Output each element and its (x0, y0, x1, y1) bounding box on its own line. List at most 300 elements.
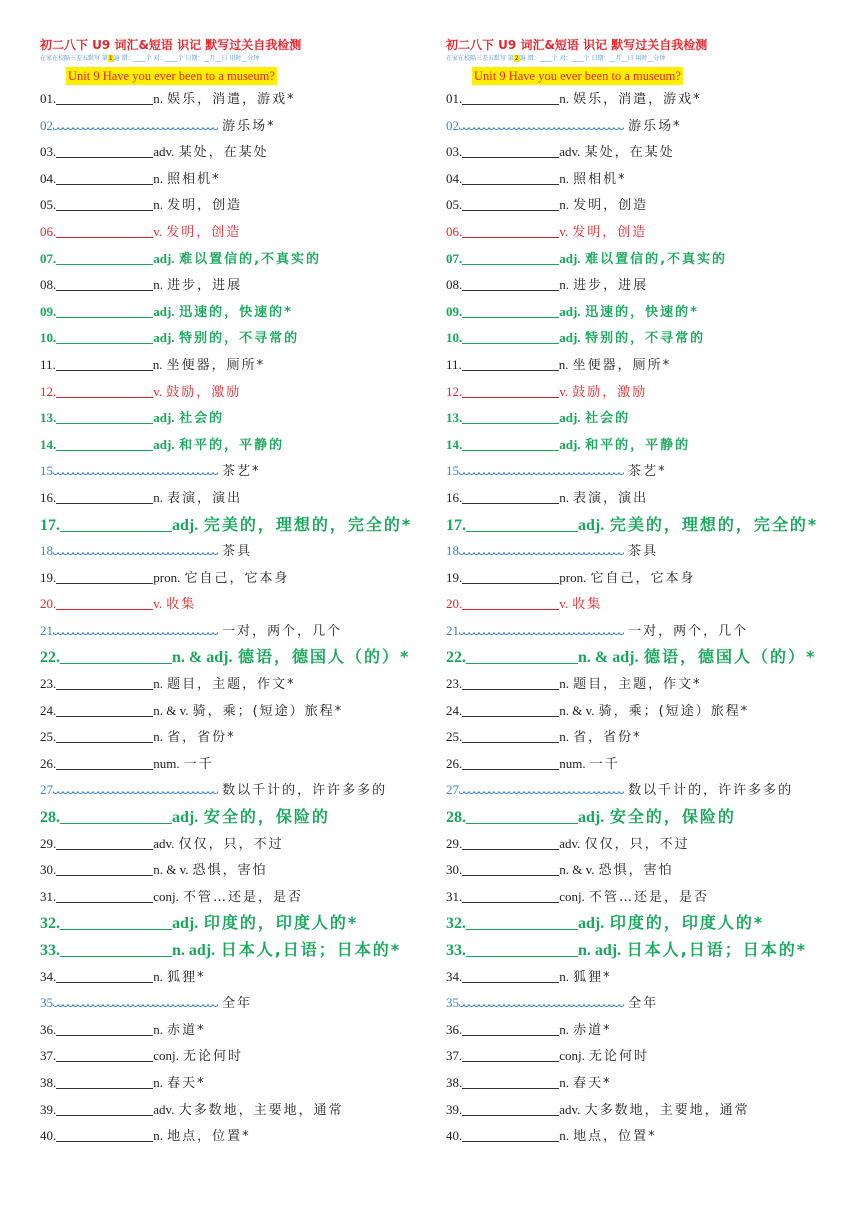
answer-blank[interactable] (56, 727, 153, 743)
item-number: 02 (446, 117, 459, 133)
item-number: 15 (446, 463, 459, 479)
item-number: 34. (446, 968, 463, 984)
part-of-speech: adj. (153, 330, 175, 346)
vocab-row (40, 113, 440, 140)
answer-blank[interactable] (56, 382, 153, 398)
answer-blank[interactable] (60, 941, 172, 957)
item-number: 33. (40, 942, 60, 959)
answer-blank[interactable] (56, 302, 153, 318)
vocab-row (446, 751, 846, 778)
vocab-row (40, 512, 440, 539)
meaning: 发明，创造 (167, 198, 243, 214)
answer-blank[interactable] (462, 754, 559, 770)
meaning: 印度的，印度人的* (609, 913, 765, 933)
meaning: 某处，在某处 (584, 145, 675, 161)
vocab-row (40, 937, 440, 964)
vocab-row (40, 884, 440, 911)
part-of-speech: adv. (153, 835, 175, 851)
part-of-speech: n. adj. (578, 942, 622, 959)
part-of-speech: adj. (559, 303, 581, 319)
part-of-speech: n. (153, 1021, 163, 1037)
answer-blank[interactable] (462, 568, 559, 584)
vocab-row (446, 1017, 846, 1044)
item-number: 02 (40, 117, 53, 133)
vocab-row (40, 379, 440, 406)
answer-blank[interactable] (466, 808, 578, 824)
vocab-row (446, 192, 846, 219)
meaning: 一对，两个，几个 (222, 623, 343, 639)
item-number: 26. (446, 755, 463, 771)
part-of-speech: n. (153, 729, 163, 745)
answer-blank[interactable] (56, 142, 153, 158)
answer-blank[interactable] (462, 302, 559, 318)
part-of-speech: n. (559, 729, 569, 745)
answer-blank[interactable] (462, 1020, 559, 1036)
meaning: 不管…还是，是否 (183, 889, 304, 905)
meaning: 仅仅，只，不过 (178, 836, 284, 852)
answer-blank[interactable] (56, 1020, 153, 1036)
answer-blank[interactable] (56, 1126, 153, 1142)
vocab-row (40, 272, 440, 299)
item-number: 33. (446, 942, 466, 959)
item-number: 27 (40, 782, 53, 798)
vocab-row (40, 299, 440, 326)
part-of-speech: n. (153, 1128, 163, 1144)
part-of-speech: conj. (153, 1048, 179, 1064)
vocab-row (446, 884, 846, 911)
part-of-speech: adj. (172, 915, 199, 933)
part-of-speech: n. & v. (153, 702, 189, 718)
meaning: 鼓励，激励 (572, 384, 648, 400)
meaning: 照相机* (167, 171, 221, 187)
part-of-speech: adj. (153, 436, 175, 452)
vocab-row (40, 831, 440, 858)
item-number: 24. (446, 702, 463, 718)
part-of-speech: adv. (153, 144, 175, 160)
vocab-row (40, 166, 440, 193)
meaning: 题目，主题，作文* (167, 677, 296, 693)
meaning: 仅仅，只，不过 (584, 836, 690, 852)
meaning: 数以千计的，许许多多的 (628, 783, 794, 799)
answer-blank[interactable] (462, 169, 559, 185)
item-number: 16. (40, 489, 57, 505)
meaning: 日本人,日语；日本的* (626, 940, 808, 959)
item-number: 23. (446, 676, 463, 692)
answer-blank[interactable] (462, 1126, 559, 1142)
vocab-row (40, 192, 440, 219)
meaning: 发明，创造 (573, 198, 649, 214)
meaning: 狐狸* (167, 969, 206, 985)
part-of-speech: v. (153, 383, 163, 399)
vocab-row (446, 86, 846, 113)
part-of-speech: n. (559, 197, 569, 213)
part-of-speech: num. (559, 755, 586, 771)
part-of-speech: adv. (153, 1101, 175, 1117)
meaning: 数以千计的，许许多多的 (222, 783, 388, 799)
vocab-row (40, 857, 440, 884)
vocab-row (446, 1123, 846, 1150)
answer-blank[interactable] (56, 195, 153, 211)
answer-blank[interactable] (459, 1002, 624, 1010)
meaning: 发明，创造 (166, 224, 242, 240)
answer-blank[interactable] (56, 967, 153, 983)
part-of-speech: n. (153, 170, 163, 186)
meaning: 收集 (166, 597, 197, 613)
meaning: 鼓励，激励 (166, 384, 242, 400)
answer-blank[interactable] (56, 568, 153, 584)
item-number: 32. (40, 915, 60, 933)
vocab-row (446, 538, 846, 565)
meaning: 照相机* (573, 171, 627, 187)
part-of-speech: adj. (559, 410, 581, 426)
vocab-row (446, 804, 846, 831)
meaning: 安全的，保险的 (203, 807, 330, 827)
item-number: 24. (40, 702, 57, 718)
answer-blank[interactable] (466, 648, 578, 664)
answer-blank[interactable] (60, 648, 172, 664)
answer-blank[interactable] (53, 550, 218, 558)
pass-number: 1 (108, 55, 113, 62)
item-number: 35 (446, 995, 459, 1011)
meaning: 娱乐，消遣，游戏* (573, 92, 702, 107)
part-of-speech: v. (559, 383, 569, 399)
item-number: 34. (40, 968, 57, 984)
meaning: 日本人,日语；日本的* (220, 940, 402, 959)
vocab-row (40, 804, 440, 831)
item-number: 11. (40, 356, 56, 372)
vocab-row (446, 485, 846, 512)
answer-blank[interactable] (56, 435, 153, 451)
worksheet-subtitle: 在家在校隔三差五默写 第2遍 错：____个 对：____个 日期：__月__日 用时__分钟 (446, 55, 666, 62)
vocab-row (40, 618, 440, 645)
vocab-row (446, 591, 846, 618)
vocab-row (40, 405, 440, 432)
part-of-speech: adj. (559, 250, 581, 266)
vocab-row (40, 910, 440, 937)
vocab-row (446, 325, 846, 352)
meaning: 全年 (628, 996, 659, 1012)
answer-blank[interactable] (462, 382, 559, 398)
answer-blank[interactable] (56, 1100, 153, 1116)
part-of-speech: adv. (559, 835, 581, 851)
answer-blank[interactable] (53, 789, 218, 797)
answer-blank[interactable] (462, 1046, 559, 1062)
worksheet-left (40, 36, 440, 1150)
item-number: 17. (40, 516, 60, 534)
meaning: 德语，德国人（的）* (238, 647, 411, 667)
vocab-row (40, 1070, 440, 1097)
item-number: 25. (40, 729, 57, 745)
vocab-row (446, 910, 846, 937)
item-number: 36. (40, 1021, 57, 1037)
vocab-row (40, 325, 440, 352)
answer-blank[interactable] (462, 834, 559, 850)
vocab-row (446, 724, 846, 751)
answer-blank[interactable] (56, 408, 153, 424)
meaning: 社会的 (179, 411, 225, 427)
answer-blank[interactable] (462, 435, 559, 451)
answer-blank[interactable] (462, 328, 559, 344)
part-of-speech: pron. (559, 569, 587, 585)
item-number: 13. (40, 410, 57, 426)
meaning: 完美的，理想的，完全的* (609, 514, 819, 534)
answer-blank[interactable] (56, 860, 153, 876)
vocab-row (446, 937, 846, 964)
part-of-speech: adj. (153, 250, 175, 266)
part-of-speech: n. & v. (153, 862, 189, 878)
meaning: 赤道* (167, 1022, 206, 1038)
answer-blank[interactable] (462, 249, 559, 265)
meaning: 全年 (222, 996, 253, 1012)
item-number: 30. (40, 862, 57, 878)
part-of-speech: n. & adj. (578, 649, 639, 667)
answer-blank[interactable] (462, 142, 559, 158)
answer-blank[interactable] (56, 488, 153, 504)
item-number: 39. (40, 1101, 57, 1117)
part-of-speech: n. (153, 489, 163, 505)
meaning: 和平的，平静的 (179, 437, 285, 453)
part-of-speech: adj. (172, 516, 199, 534)
answer-blank[interactable] (462, 355, 559, 371)
part-of-speech: n. (559, 968, 569, 984)
item-number: 35 (40, 995, 53, 1011)
part-of-speech: n. (559, 676, 569, 692)
vocab-row (446, 139, 846, 166)
meaning: 安全的，保险的 (609, 807, 736, 827)
meaning: 赤道* (573, 1022, 612, 1038)
answer-blank[interactable] (462, 701, 559, 717)
part-of-speech: n. (559, 1128, 569, 1144)
unit-heading: Unit 9 Have you ever been to a museum? (474, 69, 681, 83)
item-number: 14. (446, 436, 463, 452)
answer-blank[interactable] (56, 701, 153, 717)
part-of-speech: n. (559, 1021, 569, 1037)
item-number: 26. (40, 755, 57, 771)
meaning: 一对，两个，几个 (628, 623, 749, 639)
answer-blank[interactable] (56, 834, 153, 850)
vocab-row (40, 751, 440, 778)
item-number: 11. (446, 356, 462, 372)
item-number: 10. (40, 330, 57, 346)
part-of-speech: num. (153, 755, 180, 771)
vocab-row (446, 113, 846, 140)
vocab-row (40, 591, 440, 618)
answer-blank[interactable] (53, 1002, 218, 1010)
meaning: 印度的，印度人的* (203, 913, 359, 933)
part-of-speech: adv. (559, 144, 581, 160)
part-of-speech: adj. (153, 410, 175, 426)
pass-number: 2 (514, 55, 519, 62)
answer-blank[interactable] (56, 355, 153, 371)
answer-blank[interactable] (462, 967, 559, 983)
item-number: 29. (40, 835, 57, 851)
answer-blank[interactable] (466, 516, 578, 532)
item-number: 08. (446, 277, 463, 293)
meaning: 社会的 (585, 411, 631, 427)
vocab-row (446, 618, 846, 645)
item-number: 38. (40, 1074, 57, 1090)
answer-blank[interactable] (462, 1073, 559, 1089)
meaning: 游乐场* (628, 118, 682, 134)
item-number: 05. (40, 197, 57, 213)
answer-blank[interactable] (60, 914, 172, 930)
item-number: 14. (40, 436, 57, 452)
answer-blank[interactable] (459, 630, 624, 638)
vocab-row (40, 698, 440, 725)
item-number: 32. (446, 915, 466, 933)
answer-blank[interactable] (56, 89, 153, 105)
item-number: 03. (40, 144, 57, 160)
answer-blank[interactable] (56, 674, 153, 690)
vocab-row (40, 644, 440, 671)
meaning: 迅速的，快速的* (179, 304, 293, 320)
answer-blank[interactable] (56, 887, 153, 903)
vocab-row (40, 352, 440, 379)
item-number: 15 (40, 463, 53, 479)
vocab-row (40, 1043, 440, 1070)
part-of-speech: n. (559, 489, 569, 505)
meaning: 特别的，不寻常的 (179, 331, 300, 347)
vocab-row (40, 671, 440, 698)
item-number: 04. (446, 170, 463, 186)
vocab-row (446, 831, 846, 858)
answer-blank[interactable] (462, 275, 559, 291)
item-number: 06. (40, 223, 57, 239)
item-number: 16. (446, 489, 463, 505)
part-of-speech: adj. (559, 330, 581, 346)
part-of-speech: adj. (559, 436, 581, 452)
part-of-speech: n. (153, 968, 163, 984)
answer-blank[interactable] (466, 941, 578, 957)
part-of-speech: n. (559, 170, 569, 186)
answer-blank[interactable] (462, 195, 559, 211)
meaning: 进步，进展 (573, 278, 649, 294)
item-number: 07. (40, 250, 57, 266)
item-number: 30. (446, 862, 463, 878)
answer-blank[interactable] (466, 914, 578, 930)
part-of-speech: n. (153, 91, 163, 106)
item-number: 20. (446, 596, 463, 612)
part-of-speech: n. & adj. (172, 649, 233, 667)
item-number: 31. (446, 888, 463, 904)
answer-blank[interactable] (60, 808, 172, 824)
part-of-speech: conj. (559, 1048, 585, 1064)
part-of-speech: n. (559, 1074, 569, 1090)
part-of-speech: adj. (578, 809, 605, 827)
answer-blank[interactable] (56, 275, 153, 291)
answer-blank[interactable] (56, 249, 153, 265)
part-of-speech: adj. (153, 303, 175, 319)
meaning: 省，省份* (573, 730, 642, 746)
vocab-row (40, 777, 440, 804)
answer-blank[interactable] (53, 630, 218, 638)
meaning: 难以置信的,不真实的 (585, 251, 728, 267)
item-number: 06. (446, 223, 463, 239)
item-number: 28. (446, 809, 466, 827)
answer-blank[interactable] (459, 550, 624, 558)
part-of-speech: n. (153, 1074, 163, 1090)
answer-blank[interactable] (60, 516, 172, 532)
answer-blank[interactable] (53, 125, 218, 133)
part-of-speech: n. (559, 91, 569, 106)
answer-blank[interactable] (462, 89, 559, 105)
vocab-row (446, 219, 846, 246)
meaning: 茶具 (628, 544, 659, 560)
vocab-row (40, 246, 440, 273)
answer-blank[interactable] (462, 222, 559, 238)
part-of-speech: n. (153, 676, 163, 692)
answer-blank[interactable] (56, 328, 153, 344)
vocab-row (446, 964, 846, 991)
answer-blank[interactable] (56, 222, 153, 238)
answer-blank[interactable] (56, 169, 153, 185)
item-number: 09. (446, 303, 463, 319)
answer-blank[interactable] (462, 488, 559, 504)
meaning: 它自己，它本身 (184, 570, 290, 586)
answer-blank[interactable] (459, 789, 624, 797)
part-of-speech: v. (559, 223, 569, 239)
meaning: 茶具 (222, 544, 253, 560)
meaning: 发明，创造 (572, 224, 648, 240)
part-of-speech: n. (559, 277, 569, 293)
answer-blank[interactable] (462, 674, 559, 690)
answer-blank[interactable] (56, 1046, 153, 1062)
part-of-speech: n. (152, 356, 163, 372)
meaning: 恐惧，害怕 (192, 863, 268, 879)
meaning: 某处，在某处 (178, 145, 269, 161)
answer-blank[interactable] (459, 125, 624, 133)
vocab-row (446, 166, 846, 193)
item-number: 22. (446, 649, 466, 667)
answer-blank[interactable] (462, 594, 559, 610)
answer-blank[interactable] (56, 594, 153, 610)
unit-heading: Unit 9 Have you ever been to a museum? (68, 69, 275, 83)
answer-blank[interactable] (462, 1100, 559, 1116)
meaning: 狐狸* (573, 969, 612, 985)
meaning: 它自己，它本身 (590, 570, 696, 586)
item-number: 40. (446, 1128, 463, 1144)
vocab-row (40, 86, 440, 113)
answer-blank[interactable] (56, 1073, 153, 1089)
part-of-speech: conj. (559, 888, 585, 904)
worksheet-right (446, 36, 846, 1150)
item-number: 08. (40, 277, 57, 293)
meaning: 收集 (572, 597, 603, 613)
item-number: 40. (40, 1128, 57, 1144)
meaning: 坐便器，厕所* (166, 357, 266, 373)
vocab-row (446, 990, 846, 1017)
vocab-row (446, 671, 846, 698)
answer-blank[interactable] (462, 408, 559, 424)
answer-blank[interactable] (462, 860, 559, 876)
vocab-row (446, 777, 846, 804)
item-number: 31. (40, 888, 57, 904)
answer-blank[interactable] (56, 754, 153, 770)
answer-blank[interactable] (462, 727, 559, 743)
meaning: 茶艺* (222, 464, 261, 480)
item-number: 22. (40, 649, 60, 667)
answer-blank[interactable] (53, 470, 218, 478)
answer-blank[interactable] (462, 887, 559, 903)
item-number: 27 (446, 782, 459, 798)
meaning: 和平的，平静的 (585, 437, 691, 453)
item-number: 19. (446, 569, 463, 585)
item-number: 04. (40, 170, 57, 186)
answer-blank[interactable] (459, 470, 624, 478)
item-number: 17. (446, 516, 466, 534)
meaning: 地点，位置* (167, 1129, 251, 1145)
meaning: 不管…还是，是否 (589, 889, 710, 905)
